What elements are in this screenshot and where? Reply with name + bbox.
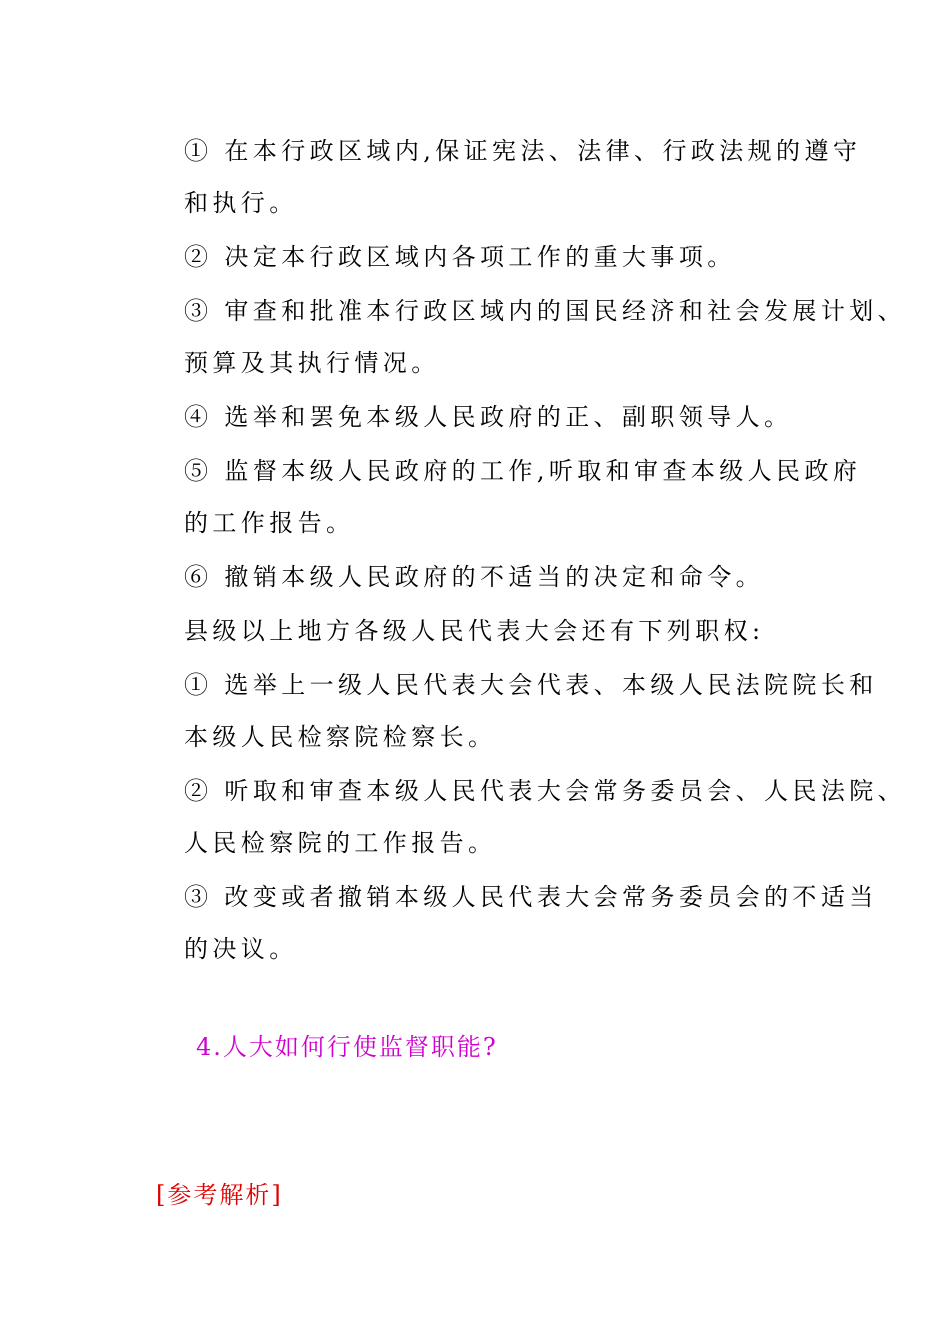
- paragraph-line: 的工作报告。: [184, 509, 355, 537]
- paragraph-line: ① 选举上一级人民代表大会代表、本级人民法院院长和: [184, 671, 878, 699]
- paragraph-line: ③ 审查和批准本行政区域内的国民经济和社会发展计划、: [184, 297, 907, 325]
- paragraph-line: 县级以上地方各级人民代表大会还有下列职权:: [184, 617, 765, 645]
- paragraph-line: ② 决定本行政区域内各项工作的重大事项。: [184, 243, 736, 271]
- paragraph-line: ⑥ 撤销本级人民政府的不适当的决定和命令。: [184, 563, 765, 591]
- paragraph-line: 的决议。: [184, 935, 298, 963]
- paragraph-line: 预算及其执行情况。: [184, 349, 440, 377]
- question-heading: 4.人大如何行使监督职能?: [196, 1033, 498, 1061]
- paragraph-line: ① 在本行政区域内,保证宪法、法律、行政法规的遵守: [184, 137, 862, 165]
- paragraph-line: ③ 改变或者撤销本级人民代表大会常务委员会的不适当: [184, 883, 878, 911]
- paragraph-line: ② 听取和审查本级人民代表大会常务委员会、人民法院、: [184, 777, 907, 805]
- paragraph-line: 人民检察院的工作报告。: [184, 829, 497, 857]
- paragraph-line: 本级人民检察院检察长。: [184, 723, 497, 751]
- paragraph-line: ④ 选举和罢免本级人民政府的正、副职领导人。: [184, 403, 793, 431]
- paragraph-line: 和执行。: [184, 189, 298, 217]
- reference-analysis-label: [参考解析]: [156, 1181, 283, 1209]
- paragraph-line: ⑤ 监督本级人民政府的工作,听取和审查本级人民政府: [184, 457, 862, 485]
